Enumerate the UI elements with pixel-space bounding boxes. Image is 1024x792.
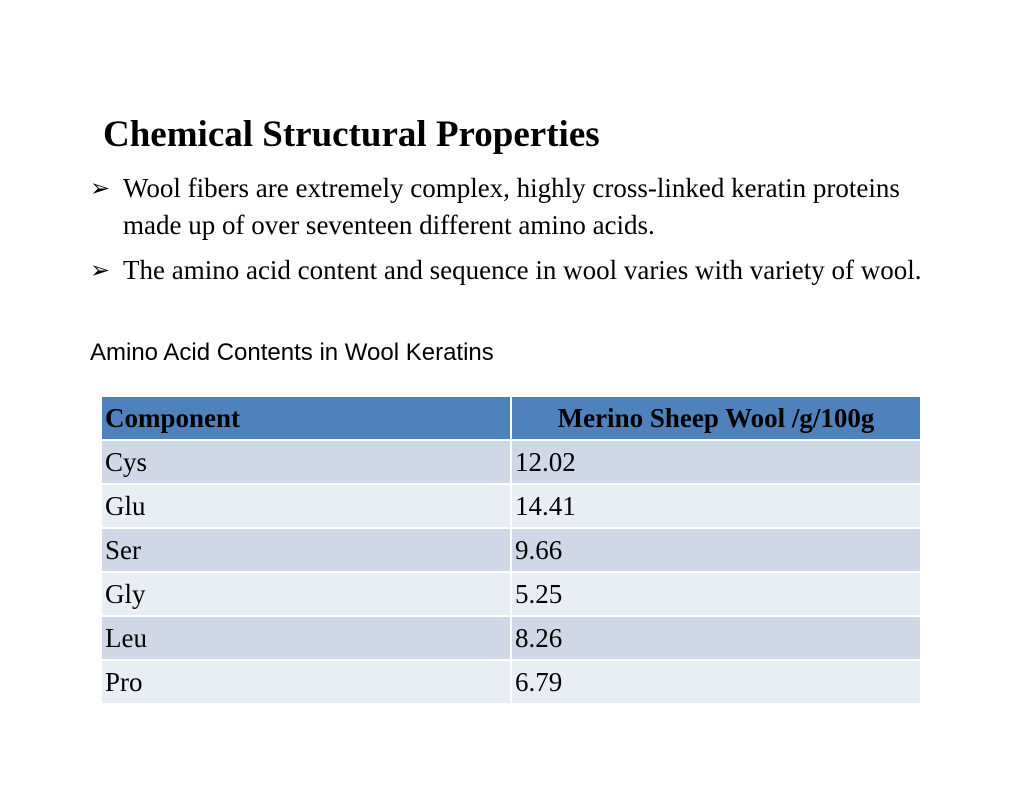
value-cell: 8.26: [511, 616, 921, 660]
amino-acid-table: [100, 395, 922, 705]
bullet-list: [90, 170, 940, 297]
table-row: [101, 660, 921, 704]
table-row: [101, 484, 921, 528]
bullet-item: [90, 252, 940, 289]
bullet-text: Wool fibers are extremely complex, highly cross-linked keratin proteins made up of over seventeen different amino acids.: [123, 173, 900, 240]
table-row: [101, 572, 921, 616]
value-cell: 6.79: [511, 660, 921, 704]
bullet-text: The amino acid content and sequence in wool varies with variety of wool.: [123, 255, 922, 285]
bullet-item: [90, 170, 940, 244]
component-cell: Cys: [101, 440, 511, 484]
component-cell: Gly: [101, 572, 511, 616]
table-row: [101, 616, 921, 660]
component-cell: Glu: [101, 484, 511, 528]
arrow-bullet-icon: ➢: [90, 174, 111, 202]
slide-title: Chemical Structural Properties: [103, 114, 600, 155]
column-header-component: Component: [101, 396, 511, 440]
value-cell: 9.66: [511, 528, 921, 572]
component-cell: Pro: [101, 660, 511, 704]
value-cell: 5.25: [511, 572, 921, 616]
column-header-merino-wool: Merino Sheep Wool /g/100g: [511, 396, 921, 440]
table-caption: Amino Acid Contents in Wool Keratins: [90, 339, 494, 366]
component-cell: Ser: [101, 528, 511, 572]
component-cell: Leu: [101, 616, 511, 660]
value-cell: 14.41: [511, 484, 921, 528]
value-cell: 12.02: [511, 440, 921, 484]
arrow-bullet-icon: ➢: [90, 256, 111, 284]
table-header-row: [101, 396, 921, 440]
table-row: [101, 440, 921, 484]
table-row: [101, 528, 921, 572]
